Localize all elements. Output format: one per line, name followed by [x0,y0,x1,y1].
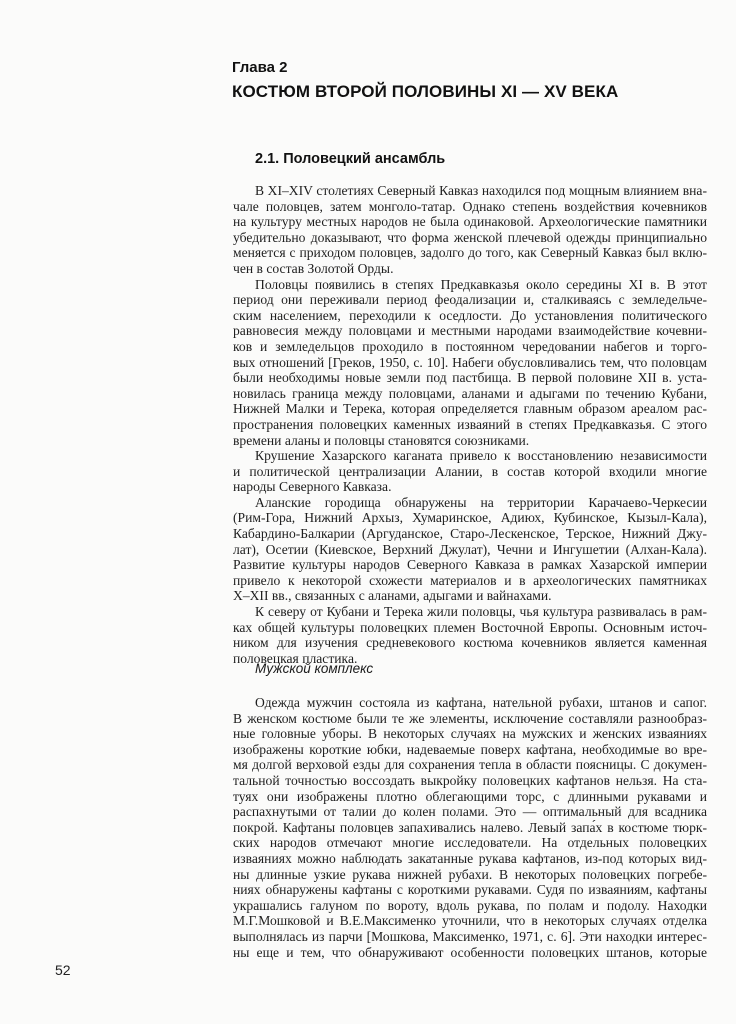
text-line: выполнялась из парчи [Мошкова, Максименко, 1971, с. 6]. Эти находки интерес- [233,928,707,944]
text-line: К северу от Кубани и Терека жили половцы, чья культура развивалась в рам- [255,604,707,620]
text-line: ским населением, переходили к оседлости. До установления политического [233,307,707,323]
section-heading: 2.1. Половецкий ансамбль [255,151,446,167]
text-line: тальной точностью воссоздать выкройку половецких кафтанов нельзя. На ста- [233,772,707,788]
text-line: ные головные уборы. В некоторых случаях на мужских и женских изваяниях [233,726,707,742]
text-line: В XI–XIV столетиях Северный Кавказ находился под мощным влиянием вна- [255,183,707,198]
text-line: Нижней Малки и Терека, которая определяется главным образом ареалом рас- [233,401,707,417]
text-line: изваяниях можно наблюдать закатанные рукава кафтанов, из-под которых вид- [233,850,707,866]
text-line: вых отношений [Греков, 1950, с. 10]. Набеги обусловливались тем, что половцам [233,354,707,370]
text-line: ков и земледельцов проходило в постоянном чередовании набегов и торго- [233,338,707,354]
text-line: покрой. Кафтаны половцев запахивались налево. Левый запа́х в костюме тюрк- [233,819,707,835]
text-line: были необходимы новые земли под пастбища. В первой половине XII в. уста- [233,370,707,386]
text-line: Половцы появились в степях Предкавказья около середины XI в. В этот [255,276,707,292]
paragraph [233,604,707,666]
text-line: Кабардино-Балкарии (Аргуданское, Старо-Лескенское, Терское, Нижний Джу- [233,526,707,542]
text-line: туях они изображены плотно облегающими торс, с длинными рукавами и [233,788,707,804]
text-line: чен в состав Золотой Орды. [233,260,394,276]
text-line: распахнутыми от талии до колен полами. Это — оптимальный для всадника [233,804,707,820]
paragraph [233,183,707,277]
chapter-title: КОСТЮМ ВТОРОЙ ПОЛОВИНЫ XI — XV ВЕКА [232,82,619,101]
text-line: Аланские городища обнаружены на территории Карачаево-Черкесии [255,494,707,510]
text-line: новилась граница между половцами, аланами и адыгами по течению Кубани, [233,385,707,401]
text-line: Крушение Хазарского каганата привело к восстановлению независимости [255,448,707,464]
text-line: Одежда мужчин состояла из кафтана, нательной рубахи, штанов и сапог. [255,695,707,710]
text-line: равновесия между половцами и местными народами взаимодействие кочевни- [233,323,707,339]
subsection-heading: Мужской комплекс [255,661,374,676]
text-line: и политической централизации Алании, в состав которой входили многие [233,463,707,479]
body-text-block [233,695,707,960]
text-line: убедительно доказывают, что форма женской плечевой одежды принципиально [233,229,707,245]
text-line: пространения половецких каменных изваяний в степях Предкавказья. С этого [233,416,707,432]
page-number: 52 [55,962,71,978]
text-line: В женском костюме были те же элементы, исключение составляли разнообраз- [233,710,707,726]
text-line: (Рим-Гора, Нижний Архыз, Хумаринское, Адиюх, Кубинское, Кызыл-Кала), [233,510,707,526]
text-line: ником для изучения средневекового костюма кочевников является каменная [233,635,707,651]
text-line: Развитие культуры народов Северного Кавказа в рамках Хазарской империи [233,557,707,573]
paragraph [233,695,707,960]
paragraph [233,448,707,495]
text-line: ны еще и тем, что обнаруживают особенности половецких штанов, которые [233,944,707,960]
text-line: привело к некоторой схожести материалов и в археологических памятниках [233,572,707,588]
text-line: лат), Осетии (Киевское, Верхний Джулат), Чечни и Ингушетии (Алхан-Кала). [233,541,707,557]
body-text-block [233,183,707,666]
text-line: изображены короткие юбки, надеваемые поверх кафтана, необходимые во вре- [233,741,707,757]
text-line: украшались галуном по вороту, вдоль рукава, по полам и подолу. Находки [233,897,707,913]
text-line: времени аланы и половцы становятся союзниками. [233,432,530,448]
text-line: ниях обнаружены кафтаны с короткими рукавами. Судя по изваяниям, кафтаны [233,882,707,898]
text-line: мя долгой верховой езды для сохранения тепла в области поясницы. С докумен- [233,757,707,773]
text-line: ских народов отмечают многие исследователи. На отдельных половецких [233,835,707,851]
text-line: чале половцев, затем монголо-татар. Однако степень воздействия кочевников [233,198,707,214]
text-line: ны длинные узкие рукава нижней рубахи. В некоторых половецких погребе- [233,866,707,882]
chapter-label: Глава 2 [232,59,288,76]
paragraph [233,277,707,449]
text-line: меняется с приходом половцев, задолго до того, как Северный Кавказ был вклю- [233,245,707,261]
text-line: ках общей культуры половецких племен Восточной Европы. Основным источ- [233,619,707,635]
text-line: половецкая пластика. [233,650,358,666]
text-line: М.Г.Мошковой и В.Е.Максименко уточнили, что в некоторых случаях отделка [233,913,707,929]
text-line: народы Северного Кавказа. [233,479,392,495]
paragraph [233,495,707,604]
text-line: на культуру местных народов не была одинаковой. Археологические памятники [233,214,707,230]
text-line: период они переживали период феодализации и, сталкиваясь с земледельче- [233,292,707,308]
text-line: X–XII вв., связанных с аланами, адыгами и вайнахами. [233,588,552,604]
